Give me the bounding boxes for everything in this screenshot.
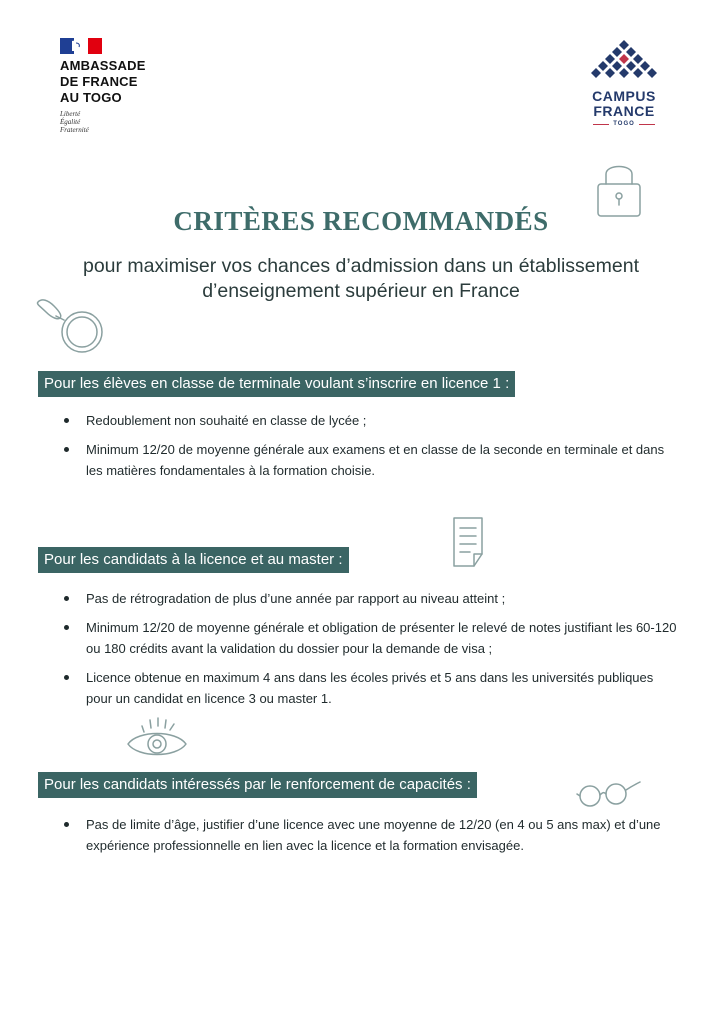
- list-item: Pas de limite d’âge, justifier d’une licence avec une moyenne de 12/20 (en 4 ou 5 ans max) et d’une expérience professionnelle en lien avec la licence et la formation envisagée.: [62, 814, 682, 856]
- section-header-renforcement: Pour les candidats intéressés par le renforcement de capacités :: [38, 772, 477, 798]
- france-word: FRANCE: [593, 103, 655, 119]
- embassy-name-line-2: DE FRANCE: [60, 74, 138, 89]
- campus-france-logo: [578, 40, 670, 127]
- motto-egalite: Égalité: [60, 118, 81, 126]
- list-item: Minimum 12/20 de moyenne générale et obligation de présenter le relevé de notes justifiant les 60-120 ou 180 crédits avant la validation du dossier pour la demande de visa ;: [62, 617, 682, 659]
- motto-fraternite: Fraternité: [60, 126, 89, 134]
- page-subtitle: pour maximiser vos chances d’admission dans un établissement d’enseignement supérieur en France: [82, 255, 640, 302]
- list-item: Licence obtenue en maximum 4 ans dans les écoles privés et 5 ans dans les universités publiques pour un candidat en licence 3 ou master 1.: [62, 667, 682, 709]
- section-list-terminale: [62, 410, 682, 489]
- marianne-flag-icon: [60, 38, 102, 54]
- campus-france-diamond-icon: [584, 40, 664, 84]
- section-list-licence-master: [62, 588, 682, 717]
- section-header-terminale: Pour les élèves en classe de terminale voulant s’inscrire en licence 1 :: [38, 371, 515, 397]
- campus-word: CAMPUS: [592, 88, 656, 104]
- page-title: CRITÈRES RECOMMANDÉS: [173, 206, 549, 236]
- eye-icon: [124, 716, 190, 762]
- section-header-licence-master: Pour les candidats à la licence et au master :: [38, 547, 349, 573]
- list-item: Redoublement non souhaité en classe de lycée ;: [62, 410, 682, 431]
- campus-country: TOGO: [613, 121, 635, 127]
- list-item: Pas de rétrogradation de plus d’une année par rapport au niveau atteint ;: [62, 588, 682, 609]
- list-item: Minimum 12/20 de moyenne générale aux examens et en classe de la seconde en terminale et dans les matières fondamentales à la formation choisie.: [62, 439, 682, 481]
- embassy-logo: [60, 38, 200, 134]
- magnifier-icon: [34, 296, 112, 358]
- glasses-icon: [574, 776, 644, 810]
- document-icon: [448, 514, 492, 570]
- embassy-name-line-1: AMBASSADE: [60, 58, 146, 73]
- motto-liberte: Liberté: [60, 110, 81, 118]
- embassy-name-line-3: AU TOGO: [60, 90, 122, 105]
- section-list-renforcement: [62, 814, 682, 864]
